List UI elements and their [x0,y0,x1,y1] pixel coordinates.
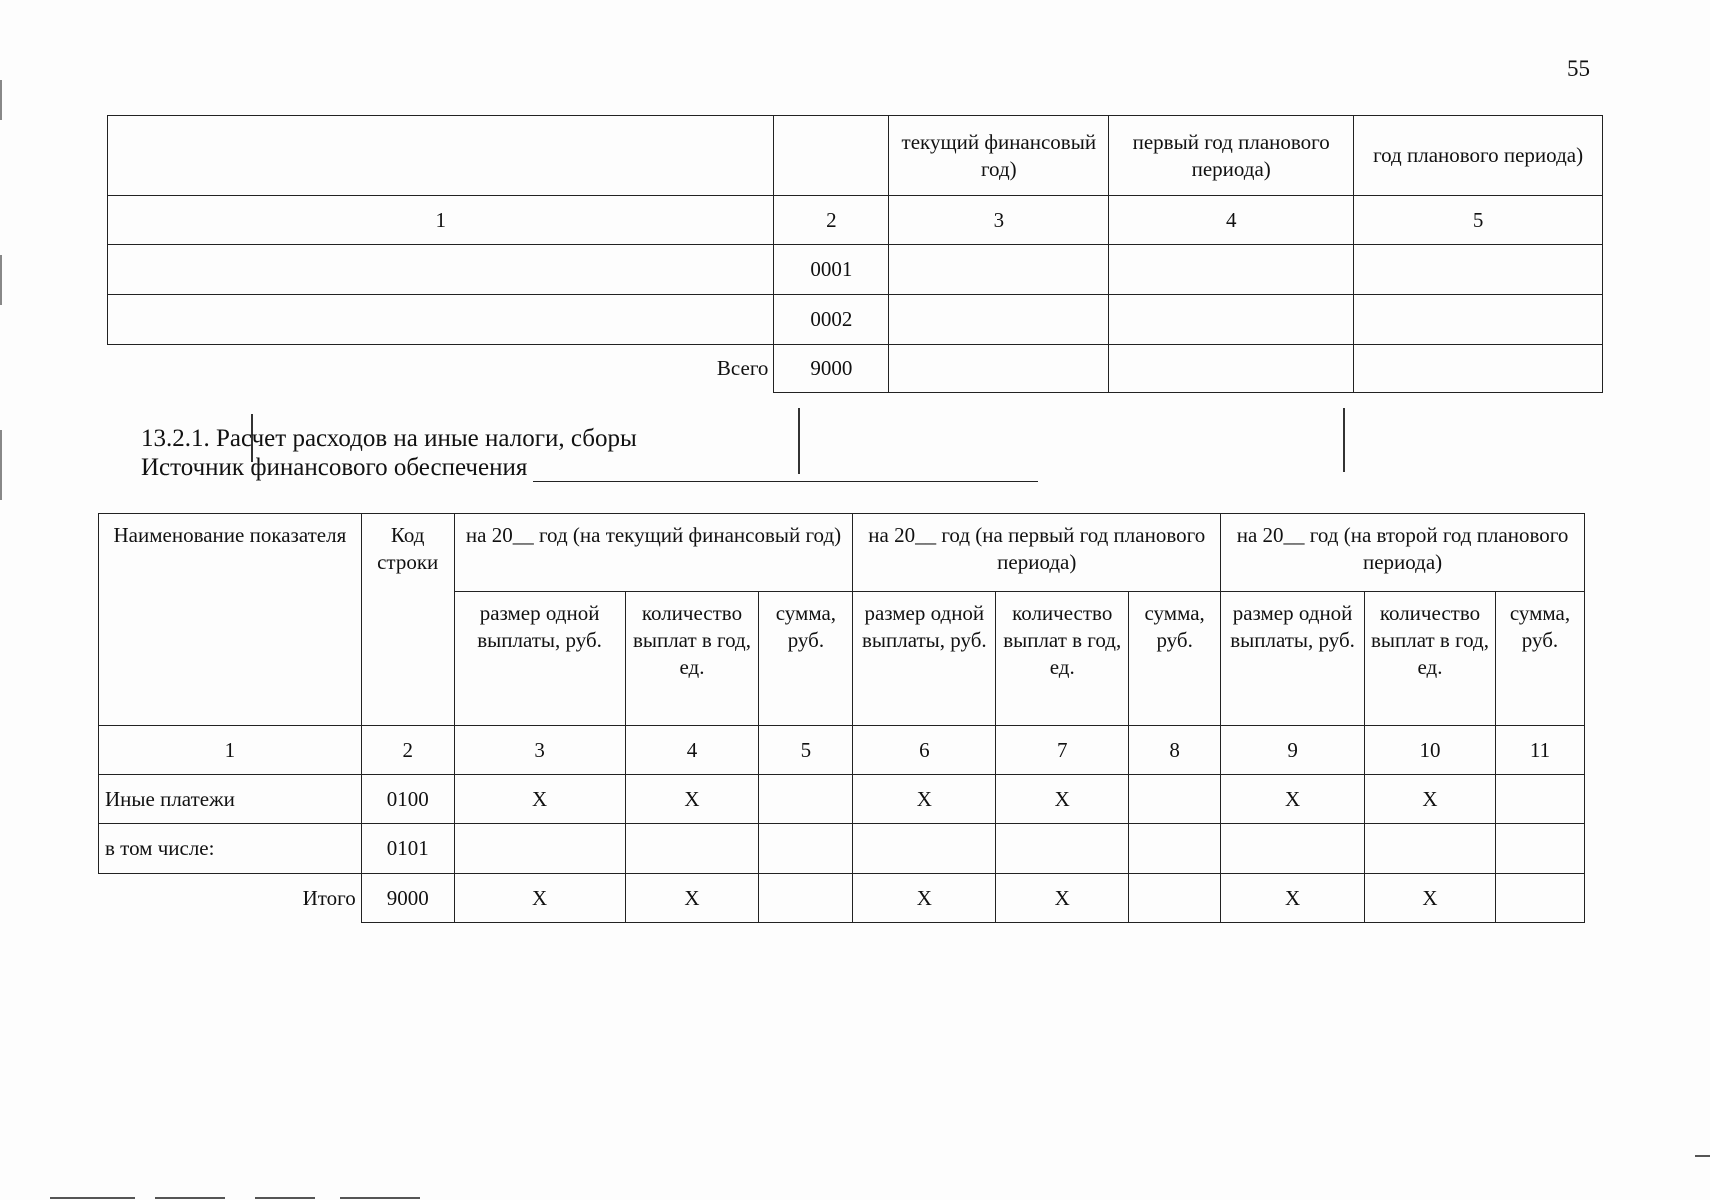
scan-mark [340,1197,420,1199]
header-group-first-planning-year: на 20__ год (на первый год планового периода) [853,514,1221,592]
value-cell: X [1365,775,1496,824]
value-cell: X [853,874,996,923]
scan-mark [155,1197,225,1199]
column-number: 7 [996,726,1129,775]
header-indicator-name: Наименование показателя [99,514,362,726]
header-cell-first-planning-year: первый год планового периода) [1109,116,1354,196]
column-number: 11 [1495,726,1584,775]
calculation-table-continued [107,115,1603,393]
scan-mark [255,1197,315,1199]
row-name [108,245,774,295]
value-cell [1495,824,1584,874]
value-cell [1221,824,1365,874]
column-number: 5 [1354,196,1603,245]
column-number: 2 [774,196,889,245]
column-number: 5 [759,726,853,775]
row-code: 0100 [361,775,454,824]
subheader-sum: сумма, руб. [759,592,853,726]
value-cell [1354,345,1603,393]
scan-mark [1695,1155,1710,1157]
header-cell-planning-year: год планового периода) [1354,116,1603,196]
value-cell: X [996,775,1129,824]
value-cell [1495,775,1584,824]
column-number: 10 [1365,726,1496,775]
column-number: 1 [99,726,362,775]
table-row [99,775,1585,824]
value-cell: X [454,775,625,824]
subheader-payment-count: количество выплат в год, ед. [625,592,759,726]
scan-margin-mark [0,80,2,120]
value-cell [889,295,1109,345]
value-cell: X [1221,874,1365,923]
value-cell: X [1221,775,1365,824]
value-cell [1495,874,1584,923]
funding-source-blank [533,457,1038,482]
total-code: 9000 [361,874,454,923]
column-number: 2 [361,726,454,775]
column-number: 4 [1109,196,1354,245]
header-row-code: Код строки [361,514,454,726]
scan-mark [50,1197,135,1199]
value-cell: X [625,874,759,923]
column-number-row [99,726,1585,775]
row-name: в том числе: [99,824,362,874]
column-number: 3 [889,196,1109,245]
row-code: 0001 [774,245,889,295]
subheader-payment-count: количество выплат в год, ед. [1365,592,1496,726]
value-cell [853,824,996,874]
column-number: 1 [108,196,774,245]
value-cell [1109,245,1354,295]
value-cell [1109,345,1354,393]
column-number-row [108,196,1603,245]
scan-mark [1343,408,1345,472]
value-cell [1129,874,1221,923]
total-label: Всего [716,356,769,381]
value-cell [1129,775,1221,824]
value-cell [759,874,853,923]
subheader-sum: сумма, руб. [1129,592,1221,726]
value-cell [1109,295,1354,345]
header-group-second-planning-year: на 20__ год (на второй год планового периода) [1221,514,1585,592]
funding-source-line [141,453,1038,482]
total-row [108,345,1603,393]
value-cell [996,824,1129,874]
scan-margin-mark [0,430,2,500]
value-cell: X [1365,874,1496,923]
total-label: Итого [302,885,356,910]
value-cell: X [625,775,759,824]
value-cell [1354,295,1603,345]
row-name [108,295,774,345]
funding-source-label: Источник финансового обеспечения [141,454,528,481]
subheader-payment-size: размер одной выплаты, руб. [853,592,996,726]
column-number: 9 [1221,726,1365,775]
header-group-current-year: на 20__ год (на текущий финансовый год) [454,514,853,592]
value-cell: X [853,775,996,824]
other-taxes-table [98,513,1585,923]
header-cell-current-year: текущий финансовый год) [889,116,1109,196]
total-code: 9000 [774,345,889,393]
value-cell [625,824,759,874]
subheader-payment-count: количество выплат в год, ед. [996,592,1129,726]
page-number: 55 [1567,56,1590,81]
column-number: 6 [853,726,996,775]
table-row [108,245,1603,295]
value-cell [889,245,1109,295]
row-code: 0002 [774,295,889,345]
subheader-payment-size: размер одной выплаты, руб. [1221,592,1365,726]
table-header-row [99,514,1585,592]
subheader-sum: сумма, руб. [1495,592,1584,726]
section-heading: 13.2.1. Расчет расходов на иные налоги, сборы [141,425,637,452]
value-cell: X [996,874,1129,923]
total-row [99,874,1585,923]
value-cell [759,775,853,824]
header-cell-code [774,116,889,196]
value-cell [1354,245,1603,295]
value-cell [1365,824,1496,874]
value-cell [759,824,853,874]
column-number: 8 [1129,726,1221,775]
table-row [108,295,1603,345]
table-header-row [108,116,1603,196]
value-cell [1129,824,1221,874]
table-row [99,824,1585,874]
row-code: 0101 [361,824,454,874]
value-cell [454,824,625,874]
column-number: 4 [625,726,759,775]
value-cell [889,345,1109,393]
row-name: Иные платежи [99,775,362,824]
scan-margin-mark [0,255,2,305]
column-number: 3 [454,726,625,775]
header-cell-name [108,116,774,196]
subheader-payment-size: размер одной выплаты, руб. [454,592,625,726]
value-cell: X [454,874,625,923]
